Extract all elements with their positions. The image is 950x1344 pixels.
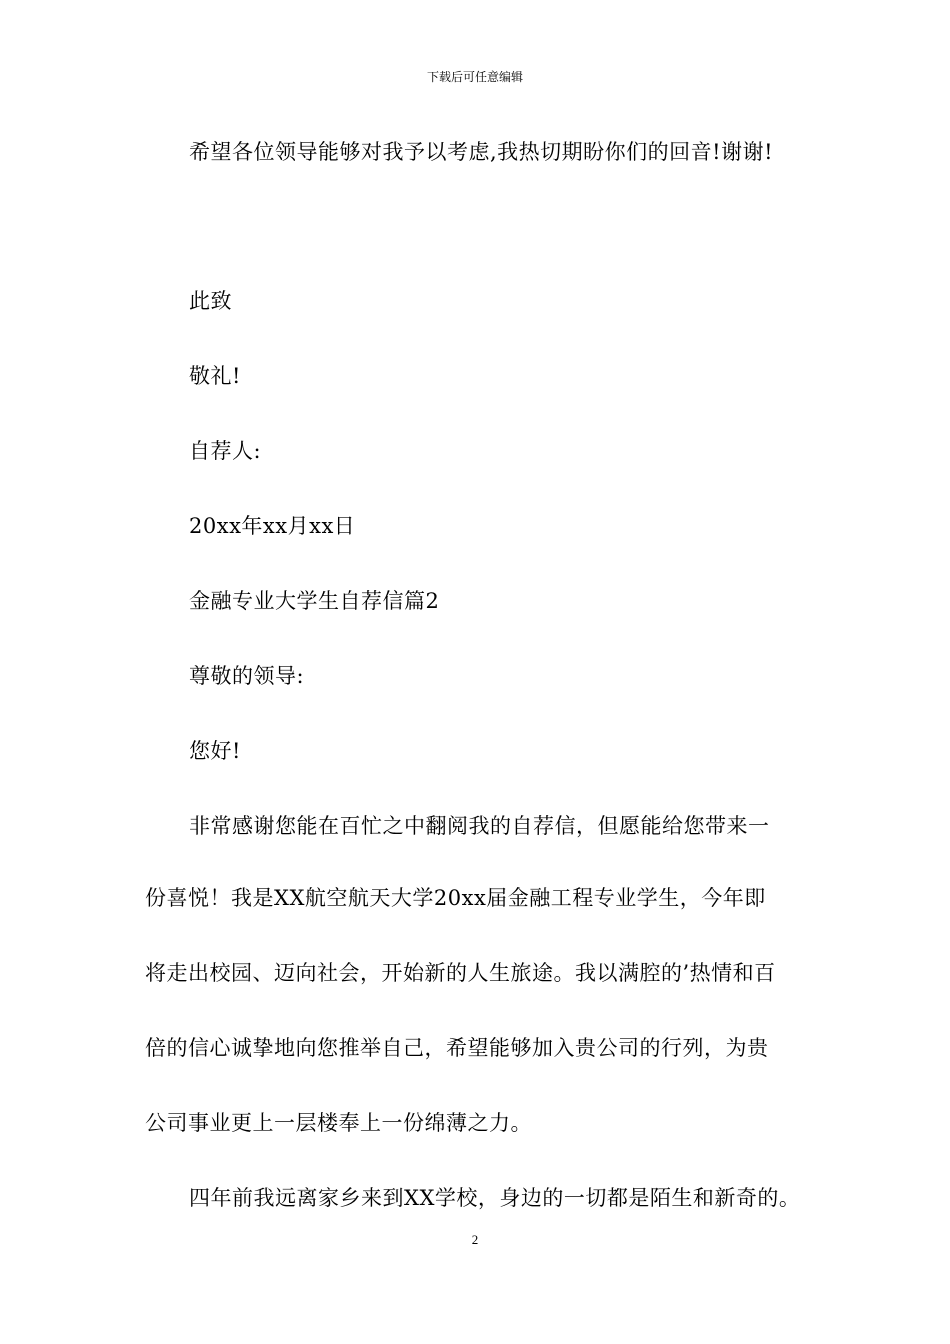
paragraph-line: 四年前我远离家乡来到XX学校，身边的一切都是陌生和新奇的。 bbox=[189, 1186, 801, 1210]
header-note: 下载后可任意编辑 bbox=[426, 70, 523, 84]
page-number: 2 bbox=[471, 1232, 479, 1247]
date-line: 20xx年xx月xx日 bbox=[189, 514, 356, 538]
section-title: 金融专业大学生自荐信篇2 bbox=[189, 589, 440, 613]
greeting-addressee: 尊敬的领导: bbox=[189, 664, 305, 688]
salutation-cizhi: 此致 bbox=[189, 289, 232, 313]
paragraph-line: 非常感谢您能在百忙之中翻阅我的自荐信，但愿能给您带来一 bbox=[189, 814, 770, 838]
paragraph-line: 公司事业更上一层楼奉上一份绵薄之力。 bbox=[145, 1111, 532, 1135]
paragraph-line: 倍的信心诚挚地向您推举自己，希望能够加入贵公司的行列，为贵 bbox=[145, 1036, 769, 1060]
greeting-hello: 您好! bbox=[189, 739, 241, 763]
paragraph-line: 份喜悦！我是XX航空航天大学20xx届金融工程专业学生，今年即 bbox=[145, 886, 766, 910]
signature-label: 自荐人: bbox=[189, 439, 262, 463]
closing-wish-line: 希望各位领导能够对我予以考虑,我热切期盼你们的回音!谢谢! bbox=[189, 140, 774, 164]
paragraph-line: 将走出校园、迈向社会，开始新的人生旅途。我以满腔的’热情和百 bbox=[145, 961, 776, 985]
salutation-jingli: 敬礼! bbox=[189, 364, 241, 388]
